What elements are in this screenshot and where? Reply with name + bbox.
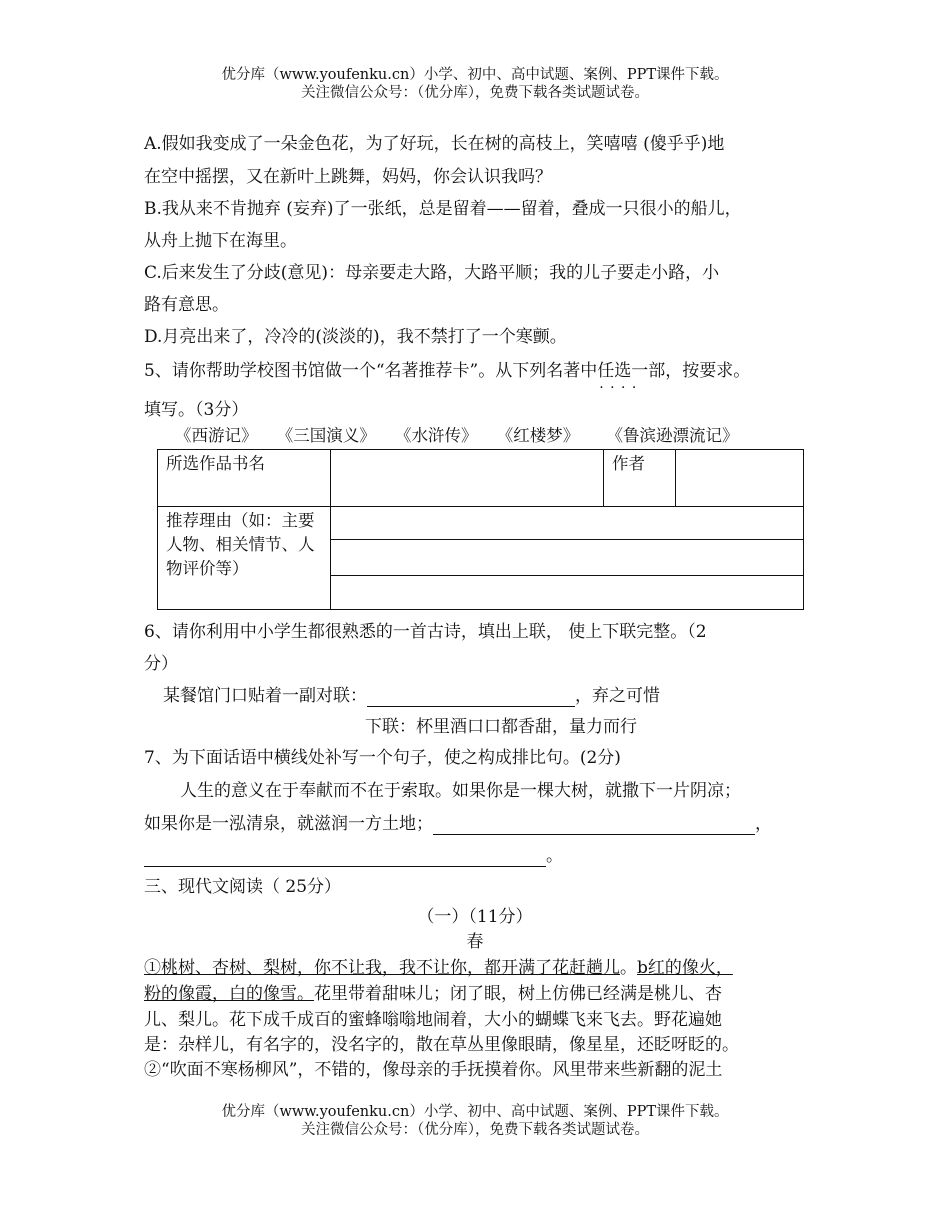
question-5-line-1 bbox=[144, 360, 750, 382]
article-line-4: 是：杂样儿，有名字的，没名字的，散在草丛里像眼睛，像星星，还眨呀眨的。 bbox=[144, 1035, 739, 1055]
question-7-line-4 bbox=[144, 845, 563, 867]
book-item: 《红楼梦》 bbox=[496, 426, 580, 445]
article-title: 春 bbox=[466, 932, 484, 952]
option-b-line-1: B.我从来不肯抛弃 (妄弃)了一张纸，总是留着——留着，叠成一只很小的船儿， bbox=[144, 199, 742, 219]
q7-line-3-suffix: ， bbox=[755, 814, 772, 834]
q5-emphasis-text: 任选一部 · · bbox=[597, 361, 665, 381]
book-item: 《西游记》 bbox=[175, 426, 258, 445]
reason-line-2[interactable] bbox=[331, 540, 804, 576]
book-list bbox=[175, 425, 739, 447]
book-recommendation-table bbox=[157, 449, 804, 610]
reason-line-1[interactable] bbox=[331, 507, 804, 540]
footer-line-2: 关注微信公众号：（优分库），免费下载各类试题试卷。 bbox=[301, 1122, 649, 1138]
article-line-3: 儿、梨儿。花下成千成百的蜜蜂嗡嗡地闹着，大小的蝴蝶飞来飞去。野花遍她 bbox=[144, 1010, 722, 1030]
q7-answer-blank-2[interactable] bbox=[144, 848, 546, 867]
couplet-upper bbox=[163, 685, 660, 707]
q5-text-a: 5、请你帮助学校图书馆做一个“名著推荐卡”。从下列名著中 bbox=[144, 361, 598, 381]
article-underline-c: 粉的像霞，白的像雪。 bbox=[144, 984, 314, 1004]
footer-line-1: 优分库（www.youfenku.cn）小学、初中、高中试题、案例、PPT课件下载。 bbox=[221, 1104, 729, 1120]
page-footer bbox=[0, 1103, 950, 1139]
author-cell[interactable] bbox=[676, 450, 804, 507]
author-label: 作者 bbox=[604, 450, 676, 507]
header-line-1: 优分库（www.youfenku.cn）小学、初中、高中试题、案例、PPT课件下载。 bbox=[221, 67, 729, 83]
book-item: 《三国演义》 bbox=[276, 426, 376, 445]
couplet-upper-suffix: ，弃之可惜 bbox=[575, 686, 660, 706]
header-line-2: 关注微信公众号：（优分库），免费下载各类试题试卷。 bbox=[301, 85, 649, 101]
book-item: 《水浒传》 bbox=[395, 426, 478, 445]
article-underline-b: b红的像火， bbox=[637, 958, 733, 978]
couplet-upper-prefix: 某餐馆门口贴着一副对联： bbox=[163, 686, 367, 706]
q7-answer-blank-1[interactable] bbox=[433, 816, 755, 835]
reason-label: 推荐理由（如：主要人物、相关情节、人物评价等） bbox=[158, 507, 331, 610]
question-7-line-2: 人生的意义在于奉献而不在于索取。如果你是一棵大树，就撒下一片阴凉； bbox=[180, 781, 741, 801]
option-a-line-2: 在空中摇摆，又在新叶上跳舞，妈妈，你会认识我吗？ bbox=[144, 167, 552, 187]
question-6-line-1: 6、请你利用中小学生都很熟悉的一首古诗，填出上联， 使上下联完整。（2 bbox=[144, 622, 707, 642]
page-header bbox=[0, 66, 950, 102]
option-c-line-2: 路有意思。 bbox=[144, 295, 229, 315]
q7-line-4-suffix: 。 bbox=[546, 846, 563, 866]
option-a-line-1: A.假如我变成了一朵金色花，为了好玩，长在树的高枝上，笑嘻嘻 (傻乎乎)地 bbox=[144, 134, 725, 154]
article-line-1 bbox=[144, 957, 733, 979]
option-d-line: D.月亮出来了，冷冷的(淡淡的)，我不禁打了一个寒颤。 bbox=[144, 327, 567, 347]
article-line-5: ②“吹面不寒杨柳风”，不错的，像母亲的手抚摸着你。风里带来些新翻的泥土 bbox=[144, 1060, 723, 1080]
question-7-line-1: 7、为下面话语中横线处补写一个句子，使之构成排比句。(2分) bbox=[144, 748, 621, 768]
question-6-line-2: 分） bbox=[144, 654, 178, 674]
question-5-line-2: 填写。（3分） bbox=[144, 400, 249, 420]
book-name-label: 所选作品书名 bbox=[158, 450, 331, 507]
option-c-line-1: C.后来发生了分歧(意见)：母亲要走大路，大路平顺；我的儿子要走小路，小 bbox=[144, 263, 720, 283]
q7-line-3-prefix: 如果你是一泓清泉，就滋润一方土地； bbox=[144, 814, 433, 834]
option-b-line-2: 从舟上抛下在海里。 bbox=[144, 231, 297, 251]
article-line-2 bbox=[144, 983, 722, 1005]
part-1-title: （一）（11分） bbox=[417, 907, 533, 927]
book-name-cell[interactable] bbox=[331, 450, 604, 507]
section-3-title: 三、现代文阅读（ 25分） bbox=[144, 877, 342, 897]
book-item: 《鲁滨逊漂流记》 bbox=[606, 426, 739, 445]
q5-text-b: ，按要求。 bbox=[665, 361, 751, 381]
article-underline-a: ①桃树、杏树、梨树，你不让我，我不让你，都开满了花赶趟儿 bbox=[144, 958, 620, 978]
couplet-lower: 下联：杯里酒口口都香甜，量力而行 bbox=[365, 717, 637, 737]
couplet-upper-blank[interactable] bbox=[367, 688, 575, 707]
question-7-line-3 bbox=[144, 813, 772, 835]
article-sep: 。 bbox=[620, 958, 637, 978]
article-line-2-rest: 花里带着甜味儿；闭了眼，树上仿佛已经满是桃儿、杏 bbox=[314, 984, 722, 1004]
reason-line-3[interactable] bbox=[331, 576, 804, 610]
